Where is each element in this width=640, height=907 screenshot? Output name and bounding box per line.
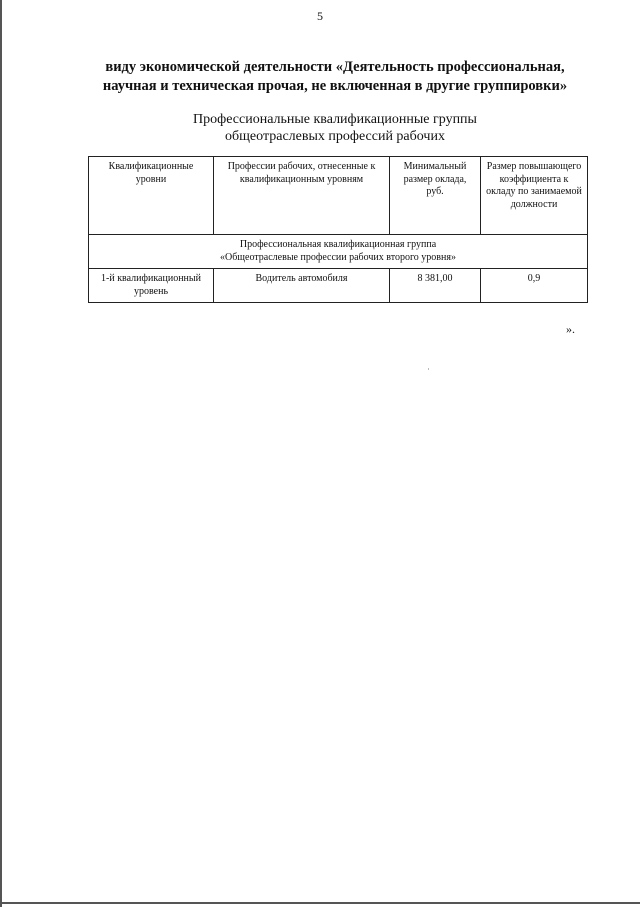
- scan-speck: [428, 368, 429, 370]
- heading-line-2: научная и техническая прочая, не включенная в другие группировки»: [102, 78, 568, 94]
- cell-profession: Водитель автомобиля: [214, 269, 390, 303]
- closing-quote-mark: ».: [566, 322, 575, 336]
- group-line-1: Профессиональная квалификационная группа: [239, 239, 437, 250]
- qualification-table: [88, 156, 588, 303]
- scan-edge-left: [0, 0, 2, 907]
- header-min-salary: Минимальный размер оклада, руб.: [390, 157, 481, 235]
- table-group-row: [89, 235, 588, 269]
- heading-line-1: виду экономической деятельности «Деятельность профессиональная,: [105, 59, 565, 75]
- table-title: [90, 111, 580, 145]
- scan-edge-bottom: [0, 902, 640, 904]
- header-qualification-levels: Квалификационные уровни: [89, 157, 214, 235]
- section-heading: [60, 58, 610, 96]
- page-number: 5: [317, 9, 323, 23]
- table-row: [89, 269, 588, 303]
- group-cell: [89, 235, 588, 269]
- cell-level: 1-й квалификационный уровень: [89, 269, 214, 303]
- table-title-line-1: Профессиональные квалификационные группы: [193, 112, 477, 127]
- header-coefficient: Размер повышающего коэффициента к окладу по занимаемой должности: [481, 157, 588, 235]
- table-header-row: [89, 157, 588, 235]
- cell-coefficient: 0,9: [481, 269, 588, 303]
- header-professions: Профессии рабочих, отнесенные к квалификационным уровням: [214, 157, 390, 235]
- table-title-line-2: общеотраслевых профессий рабочих: [225, 129, 445, 144]
- group-line-2: «Общеотраслевые профессии рабочих второго уровня»: [220, 251, 456, 263]
- cell-salary: 8 381,00: [390, 269, 481, 303]
